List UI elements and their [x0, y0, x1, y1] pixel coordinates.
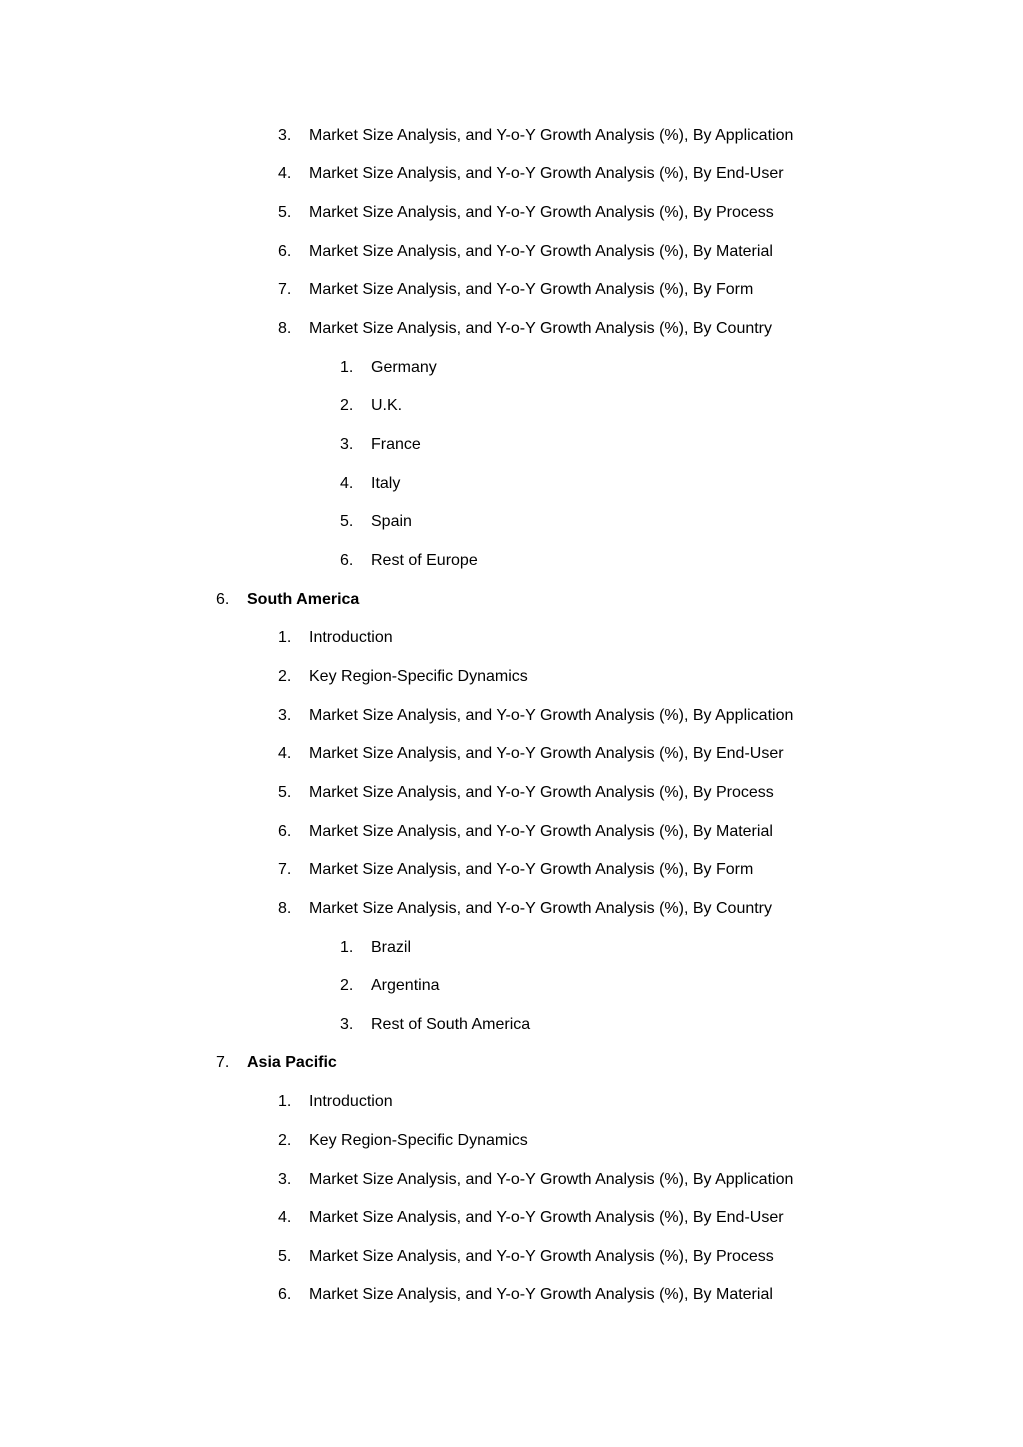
list-text: Introduction — [309, 1093, 393, 1110]
list-text: Market Size Analysis, and Y-o-Y Growth Analysis (%), By Process — [309, 784, 774, 801]
list-text: Introduction — [309, 629, 393, 646]
country-text: Rest of South America — [371, 1016, 531, 1033]
list-number: 5. — [340, 513, 354, 530]
list-text: Market Size Analysis, and Y-o-Y Growth Analysis (%), By Material — [309, 243, 773, 260]
list-text: Market Size Analysis, and Y-o-Y Growth Analysis (%), By Application — [309, 1171, 794, 1188]
list-text: Key Region-Specific Dynamics — [309, 1132, 528, 1149]
list-number: 6. — [278, 243, 292, 260]
section-number: 6. — [216, 591, 230, 608]
list-number: 6. — [340, 552, 354, 569]
list-number: 5. — [278, 204, 292, 221]
list-number: 3. — [340, 436, 354, 453]
list-number: 1. — [278, 629, 292, 646]
list-text: Market Size Analysis, and Y-o-Y Growth Analysis (%), By Material — [309, 1286, 773, 1303]
list-number: 2. — [340, 397, 354, 414]
country-text: Spain — [371, 513, 412, 530]
list-number: 5. — [278, 784, 292, 801]
list-text: Market Size Analysis, and Y-o-Y Growth Analysis (%), By Country — [309, 320, 773, 337]
list-number: 3. — [278, 707, 292, 724]
list-number: 1. — [340, 939, 354, 956]
list-number: 3. — [278, 1171, 292, 1188]
list-number: 6. — [278, 823, 292, 840]
list-text: Market Size Analysis, and Y-o-Y Growth Analysis (%), By End-User — [309, 165, 784, 182]
country-text: Brazil — [371, 939, 412, 956]
list-text: Market Size Analysis, and Y-o-Y Growth Analysis (%), By Form — [309, 281, 754, 298]
list-text: Market Size Analysis, and Y-o-Y Growth Analysis (%), By Application — [309, 127, 794, 144]
list-text: Key Region-Specific Dynamics — [309, 668, 528, 685]
list-text: Market Size Analysis, and Y-o-Y Growth Analysis (%), By Form — [309, 861, 754, 878]
country-text: Rest of Europe — [371, 552, 478, 569]
country-text: Argentina — [371, 977, 440, 994]
list-text: Market Size Analysis, and Y-o-Y Growth Analysis (%), By Application — [309, 707, 794, 724]
country-text: France — [371, 436, 421, 453]
list-number: 4. — [278, 1209, 292, 1226]
list-number: 7. — [278, 281, 292, 298]
list-number: 3. — [278, 127, 292, 144]
list-number: 2. — [278, 1132, 292, 1149]
section-title: South America — [247, 591, 360, 608]
section-title: Asia Pacific — [247, 1054, 337, 1071]
list-text: Market Size Analysis, and Y-o-Y Growth Analysis (%), By Process — [309, 1248, 774, 1265]
section-number: 7. — [216, 1054, 230, 1071]
country-text: U.K. — [371, 397, 403, 414]
list-number: 1. — [278, 1093, 292, 1110]
list-text: Market Size Analysis, and Y-o-Y Growth Analysis (%), By End-User — [309, 745, 784, 762]
list-number: 2. — [278, 668, 292, 685]
list-number: 1. — [340, 359, 354, 376]
list-number: 7. — [278, 861, 292, 878]
list-number: 4. — [340, 475, 354, 492]
country-text: Germany — [371, 359, 437, 376]
list-number: 4. — [278, 165, 292, 182]
list-number: 4. — [278, 745, 292, 762]
list-number: 8. — [278, 900, 292, 917]
list-number: 3. — [340, 1016, 354, 1033]
list-number: 6. — [278, 1286, 292, 1303]
country-text: Italy — [371, 475, 401, 492]
list-text: Market Size Analysis, and Y-o-Y Growth Analysis (%), By Process — [309, 204, 774, 221]
list-text: Market Size Analysis, and Y-o-Y Growth Analysis (%), By End-User — [309, 1209, 784, 1226]
list-text: Market Size Analysis, and Y-o-Y Growth Analysis (%), By Material — [309, 823, 773, 840]
list-number: 8. — [278, 320, 292, 337]
list-number: 5. — [278, 1248, 292, 1265]
list-number: 2. — [340, 977, 354, 994]
list-text: Market Size Analysis, and Y-o-Y Growth Analysis (%), By Country — [309, 900, 773, 917]
